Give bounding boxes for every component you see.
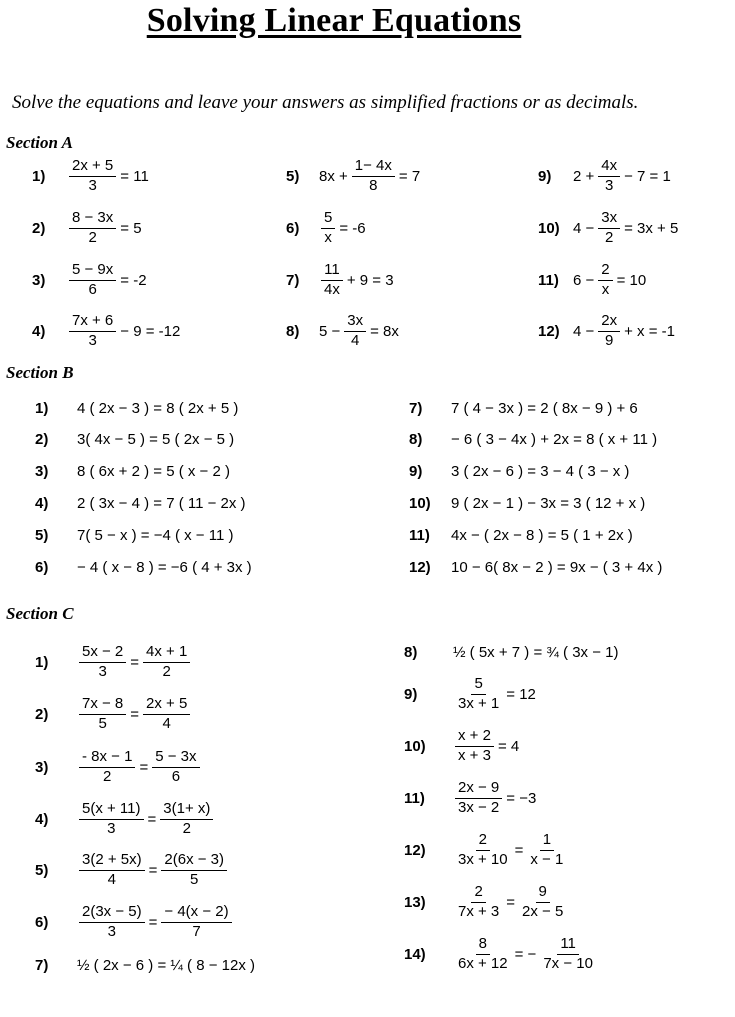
equation-text: 10 − 6( 8x − 2 ) = 9x − ( 3 + 4x ) bbox=[451, 558, 663, 576]
equation-text: = − bbox=[514, 945, 537, 963]
section-b-equation bbox=[76, 527, 234, 544]
equation-text: 2 ( 3x − 4 ) = 7 ( 11 − 2x ) bbox=[77, 494, 246, 512]
numerator: 1− 4x bbox=[352, 158, 395, 177]
section-a-equation bbox=[318, 158, 421, 195]
fraction bbox=[598, 158, 620, 195]
section-a-equation bbox=[572, 313, 676, 350]
equation-text: 4 ( 2x − 3 ) = 8 ( 2x + 5 ) bbox=[77, 399, 239, 417]
section-b-equation bbox=[76, 463, 231, 480]
equation-text: = −3 bbox=[506, 789, 537, 807]
numerator: 2 bbox=[471, 884, 485, 903]
section-c-equation bbox=[76, 904, 235, 941]
fraction bbox=[143, 644, 190, 681]
equation-text: = bbox=[506, 893, 516, 911]
section-b-equation bbox=[450, 559, 663, 576]
denominator: 3 bbox=[88, 176, 97, 194]
equation-text: = 10 bbox=[616, 271, 647, 289]
equation-text: 4 − bbox=[573, 322, 595, 340]
section-c-equation bbox=[452, 676, 537, 713]
section-b-equation bbox=[450, 400, 639, 417]
fraction bbox=[321, 210, 335, 247]
section-b-heading: Section B bbox=[6, 363, 74, 382]
denominator: 7x − 10 bbox=[543, 954, 593, 972]
equation-text: = 3x + 5 bbox=[624, 219, 679, 237]
numerator: 5 bbox=[471, 676, 485, 695]
denominator: 6 bbox=[88, 280, 97, 298]
numerator: 2x − 9 bbox=[455, 780, 502, 799]
section-c-equation bbox=[76, 644, 193, 681]
section-a-heading: Section A bbox=[6, 133, 73, 152]
section-b-equation bbox=[450, 463, 630, 480]
denominator: 3 bbox=[605, 176, 614, 194]
fraction bbox=[79, 644, 126, 681]
section-c-equation bbox=[452, 884, 569, 921]
denominator: 3x + 1 bbox=[458, 694, 500, 712]
section-b-equation bbox=[450, 495, 646, 512]
equation-text: 9 ( 2x − 1 ) − 3x = 3 ( 12 + x ) bbox=[451, 494, 646, 512]
denominator: 9 bbox=[605, 331, 614, 349]
denominator: 2 bbox=[182, 819, 191, 837]
section-b-equation bbox=[76, 559, 253, 576]
denominator: 7 bbox=[192, 922, 201, 940]
equation-text: = bbox=[130, 705, 140, 723]
equation-text: = bbox=[148, 913, 158, 931]
fraction bbox=[69, 313, 116, 350]
equation-text: 5 − bbox=[319, 322, 341, 340]
fraction bbox=[79, 904, 145, 941]
fraction bbox=[455, 936, 511, 973]
fraction bbox=[598, 262, 612, 299]
equation-text: = 12 bbox=[506, 685, 536, 703]
equation-text: − 9 = -12 bbox=[120, 322, 181, 340]
numerator: 2 bbox=[476, 832, 490, 851]
denominator: x + 3 bbox=[458, 746, 491, 764]
fraction bbox=[79, 852, 145, 889]
section-a-equation bbox=[572, 262, 647, 299]
fraction bbox=[455, 728, 494, 765]
equation-text: 8x + bbox=[319, 167, 348, 185]
numerator: 3(1+ x) bbox=[160, 801, 213, 820]
equation-text: = 4 bbox=[497, 737, 520, 755]
section-c-equation bbox=[76, 696, 193, 733]
denominator: 3 bbox=[88, 331, 97, 349]
equation-text: 6 − bbox=[573, 271, 595, 289]
section-c-equation bbox=[76, 852, 230, 889]
equation-text: = bbox=[148, 861, 158, 879]
numerator: 1 bbox=[540, 832, 554, 851]
worksheet-title: Solving Linear Equations bbox=[146, 2, 522, 39]
equation-text: + x = -1 bbox=[624, 322, 675, 340]
section-c-equation bbox=[452, 780, 537, 817]
fraction bbox=[69, 158, 116, 195]
section-b-equation bbox=[76, 495, 247, 512]
fraction bbox=[598, 313, 620, 350]
section-a-equation bbox=[318, 262, 395, 299]
equation-text: = -2 bbox=[120, 271, 147, 289]
numerator: 7x − 8 bbox=[79, 696, 126, 715]
section-a-equation bbox=[572, 210, 679, 247]
fraction bbox=[79, 696, 126, 733]
denominator: 4 bbox=[351, 331, 360, 349]
section-a-equation bbox=[66, 210, 143, 247]
section-c-heading: Section C bbox=[6, 604, 74, 623]
denominator: 3 bbox=[107, 922, 116, 940]
equation-text: = bbox=[514, 841, 524, 859]
section-a-equation bbox=[66, 313, 181, 350]
fraction bbox=[455, 676, 502, 713]
fraction bbox=[79, 801, 144, 838]
section-b-equation bbox=[450, 527, 634, 544]
equation-text: = bbox=[130, 653, 140, 671]
numerator: 5x − 2 bbox=[79, 644, 126, 663]
denominator: x bbox=[601, 280, 610, 298]
equation-text: = -6 bbox=[339, 219, 366, 237]
equation-text: = bbox=[139, 758, 149, 776]
equation-text: 4 − bbox=[573, 219, 595, 237]
fraction bbox=[79, 749, 135, 786]
numerator: 5 bbox=[321, 210, 335, 229]
numerator: x + 2 bbox=[455, 728, 494, 747]
numerator: 2(6x − 3) bbox=[161, 852, 227, 871]
fraction bbox=[344, 313, 366, 350]
denominator: 2 bbox=[605, 228, 614, 246]
denominator: 6x + 12 bbox=[458, 954, 508, 972]
equation-text: 7 ( 4 − 3x ) = 2 ( 8x − 9 ) + 6 bbox=[451, 399, 638, 417]
section-a-equation bbox=[318, 313, 400, 350]
numerator: 5(x + 11) bbox=[79, 801, 144, 820]
numerator: 2x + 5 bbox=[69, 158, 116, 177]
section-b-equation bbox=[76, 400, 239, 417]
fraction bbox=[160, 801, 213, 838]
denominator: 8 bbox=[369, 176, 378, 194]
section-a-equation bbox=[572, 158, 672, 195]
numerator: 5 − 3x bbox=[152, 749, 199, 768]
numerator: 2(3x − 5) bbox=[79, 904, 145, 923]
section-b-equation bbox=[450, 431, 658, 448]
fraction bbox=[455, 884, 502, 921]
denominator: 3 bbox=[98, 662, 107, 680]
fraction bbox=[152, 749, 199, 786]
section-c-equation bbox=[76, 749, 203, 786]
fraction bbox=[69, 262, 116, 299]
fraction bbox=[540, 936, 596, 973]
numerator: 2x bbox=[598, 313, 620, 332]
section-a-equation bbox=[66, 262, 148, 299]
fraction bbox=[161, 852, 227, 889]
denominator: 5 bbox=[190, 870, 199, 888]
denominator: 3x + 10 bbox=[458, 850, 508, 868]
denominator: 2 bbox=[88, 228, 97, 246]
denominator: 4x bbox=[324, 280, 340, 298]
fraction bbox=[69, 210, 116, 247]
numerator: 3x bbox=[598, 210, 620, 229]
numerator: 7x + 6 bbox=[69, 313, 116, 332]
numerator: 11 bbox=[321, 262, 343, 281]
equation-text: + 9 = 3 bbox=[346, 271, 394, 289]
denominator: x bbox=[324, 228, 332, 246]
equation-text: − 4 ( x − 8 ) = −6 ( 4 + 3x ) bbox=[77, 558, 252, 576]
numerator: 3x bbox=[344, 313, 366, 332]
fraction bbox=[519, 884, 566, 921]
denominator: 3x − 2 bbox=[458, 798, 500, 816]
section-c-equation bbox=[76, 957, 256, 974]
denominator: 4 bbox=[162, 714, 171, 732]
equation-text: 7( 5 − x ) = −4 ( x − 11 ) bbox=[77, 526, 234, 544]
numerator: - 8x − 1 bbox=[79, 749, 135, 768]
equation-text: ½ ( 5x + 7 ) = ¾ ( 3x − 1) bbox=[453, 643, 619, 661]
equation-text: 8 ( 6x + 2 ) = 5 ( x − 2 ) bbox=[77, 462, 230, 480]
denominator: 2 bbox=[103, 767, 112, 785]
section-a-equation bbox=[66, 158, 150, 195]
section-c-equation bbox=[452, 728, 520, 765]
denominator: x − 1 bbox=[530, 850, 564, 868]
equation-text: − 6 ( 3 − 4x ) + 2x = 8 ( x + 11 ) bbox=[451, 430, 658, 448]
equation-text: 3 ( 2x − 6 ) = 3 − 4 ( 3 − x ) bbox=[451, 462, 630, 480]
numerator: 11 bbox=[557, 936, 579, 955]
section-c-equation bbox=[452, 936, 599, 973]
denominator: 7x + 3 bbox=[458, 902, 500, 920]
denominator: 6 bbox=[171, 767, 181, 785]
denominator: 4 bbox=[107, 870, 116, 888]
equation-text: = bbox=[147, 810, 157, 828]
equation-text: − 7 = 1 bbox=[624, 167, 671, 185]
numerator: 5 − 9x bbox=[69, 262, 116, 281]
denominator: 3 bbox=[107, 819, 116, 837]
fraction bbox=[527, 832, 566, 869]
denominator: 2 bbox=[162, 662, 171, 680]
equation-text: = 11 bbox=[120, 167, 149, 185]
fraction bbox=[321, 262, 343, 299]
fraction bbox=[455, 832, 511, 869]
numerator: 9 bbox=[536, 884, 550, 903]
instructions: Solve the equations and leave your answers as simplified fractions or as decimals. bbox=[12, 92, 639, 113]
fraction bbox=[598, 210, 620, 247]
equation-text: 4x − ( 2x − 8 ) = 5 ( 1 + 2x ) bbox=[451, 526, 633, 544]
section-b-equation bbox=[76, 431, 235, 448]
numerator: 8 bbox=[476, 936, 490, 955]
fraction bbox=[352, 158, 395, 195]
fraction bbox=[143, 696, 190, 733]
section-c-equation bbox=[452, 644, 620, 661]
numerator: 4x + 1 bbox=[143, 644, 190, 663]
denominator: 5 bbox=[98, 714, 107, 732]
section-a-equation bbox=[318, 210, 367, 247]
numerator: − 4(x − 2) bbox=[161, 904, 231, 923]
fraction bbox=[161, 904, 231, 941]
equation-text: 2 + bbox=[573, 167, 595, 185]
section-c-equation bbox=[76, 801, 216, 838]
numerator: 8 − 3x bbox=[69, 210, 116, 229]
equation-text: = 5 bbox=[120, 219, 142, 237]
section-c-equation bbox=[452, 832, 569, 869]
numerator: 4x bbox=[598, 158, 620, 177]
equation-text: = 8x bbox=[370, 322, 399, 340]
numerator: 2x + 5 bbox=[143, 696, 190, 715]
equation-text: = 7 bbox=[398, 167, 421, 185]
denominator: 2x − 5 bbox=[522, 902, 564, 920]
numerator: 2 bbox=[598, 262, 612, 281]
fraction bbox=[455, 780, 502, 817]
numerator: 3(2 + 5x) bbox=[79, 852, 145, 871]
equation-text: ½ ( 2x − 6 ) = ¼ ( 8 − 12x ) bbox=[77, 956, 256, 974]
equation-text: 3( 4x − 5 ) = 5 ( 2x − 5 ) bbox=[77, 430, 235, 448]
